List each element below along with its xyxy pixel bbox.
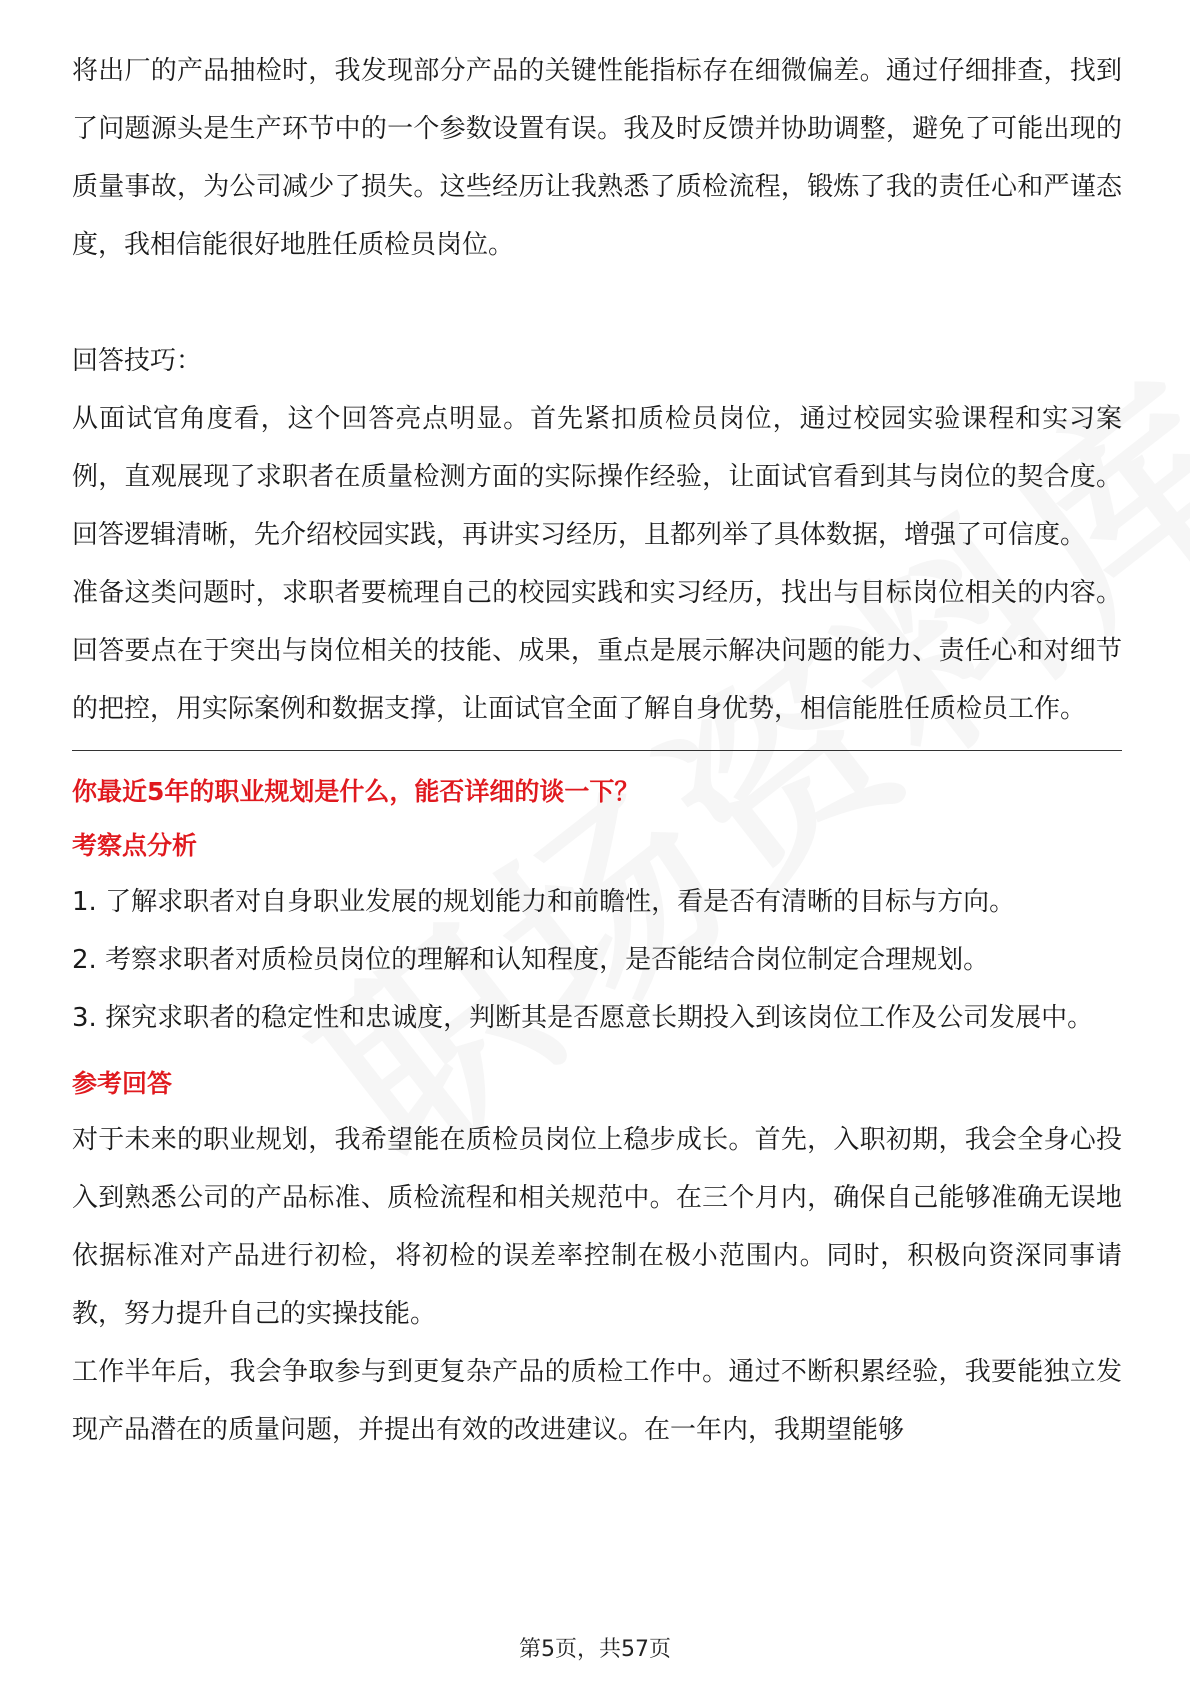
analysis-heading: 考察点分析 [72, 831, 198, 860]
spacer [72, 274, 1122, 332]
intro-paragraph: 将出厂的产品抽检时，我发现部分产品的关键性能指标存在细微偏差。通过仔细排查，找到了问题源头是生产环节中的一个参数设置有误。我及时反馈并协助调整，避免了可能出现的质量事故，为公司减少了损失。这些经历让我熟悉了质检流程，锻炼了我的责任心和严谨态度，我相信能很好地胜任质检员岗位。 [72, 56, 1122, 260]
analysis-item: 1. 了解求职者对自身职业发展的规划能力和前瞻性，看是否有清晰的目标与方向。 [72, 887, 1016, 917]
page-content [72, 42, 1122, 1459]
reference-paragraph-2: 工作半年后，我会争取参与到更复杂产品的质检工作中。通过不断积累经验，我要能独立发现产品潜在的质量问题，并提出有效的改进建议。在一年内，我期望能够 [72, 1357, 1122, 1445]
tips-paragraph-2: 准备这类问题时，求职者要梳理自己的校园实践和实习经历，找出与目标岗位相关的内容。回答要点在于突出与岗位相关的技能、成果，重点是展示解决问题的能力、责任心和对细节的把控，用实际案例和数据支撑，让面试官全面了解自身优势，相信能胜任质检员工作。 [72, 578, 1122, 724]
tips-label: 回答技巧： [72, 346, 203, 376]
page-number: 第5页，共57页 [519, 1637, 671, 1662]
question-title: 你最近5年的职业规划是什么，能否详细的谈一下？ [72, 777, 640, 806]
analysis-list [72, 873, 1122, 1047]
tips-paragraph-1: 从面试官角度看，这个回答亮点明显。首先紧扣质检员岗位，通过校园实验课程和实习案例，直观展现了求职者在质量检测方面的实际操作经验，让面试官看到其与岗位的契合度。回答逻辑清晰，先介绍校园实践，再讲实习经历，且都列举了具体数据，增强了可信度。 [72, 404, 1122, 550]
section-divider [72, 750, 1122, 751]
analysis-item: 3. 探究求职者的稳定性和忠诚度，判断其是否愿意长期投入到该岗位工作及公司发展中。 [72, 1003, 1094, 1033]
reference-heading: 参考回答 [72, 1069, 173, 1098]
reference-paragraph-1: 对于未来的职业规划，我希望能在质检员岗位上稳步成长。首先，入职初期，我会全身心投入到熟悉公司的产品标准、质检流程和相关规范中。在三个月内，确保自己能够准确无误地依据标准对产品进行初检，将初检的误差率控制在极小范围内。同时，积极向资深同事请教，努力提升自己的实操技能。 [72, 1125, 1122, 1329]
analysis-item: 2. 考察求职者对质检员岗位的理解和认知程度，是否能结合岗位制定合理规划。 [72, 945, 990, 975]
